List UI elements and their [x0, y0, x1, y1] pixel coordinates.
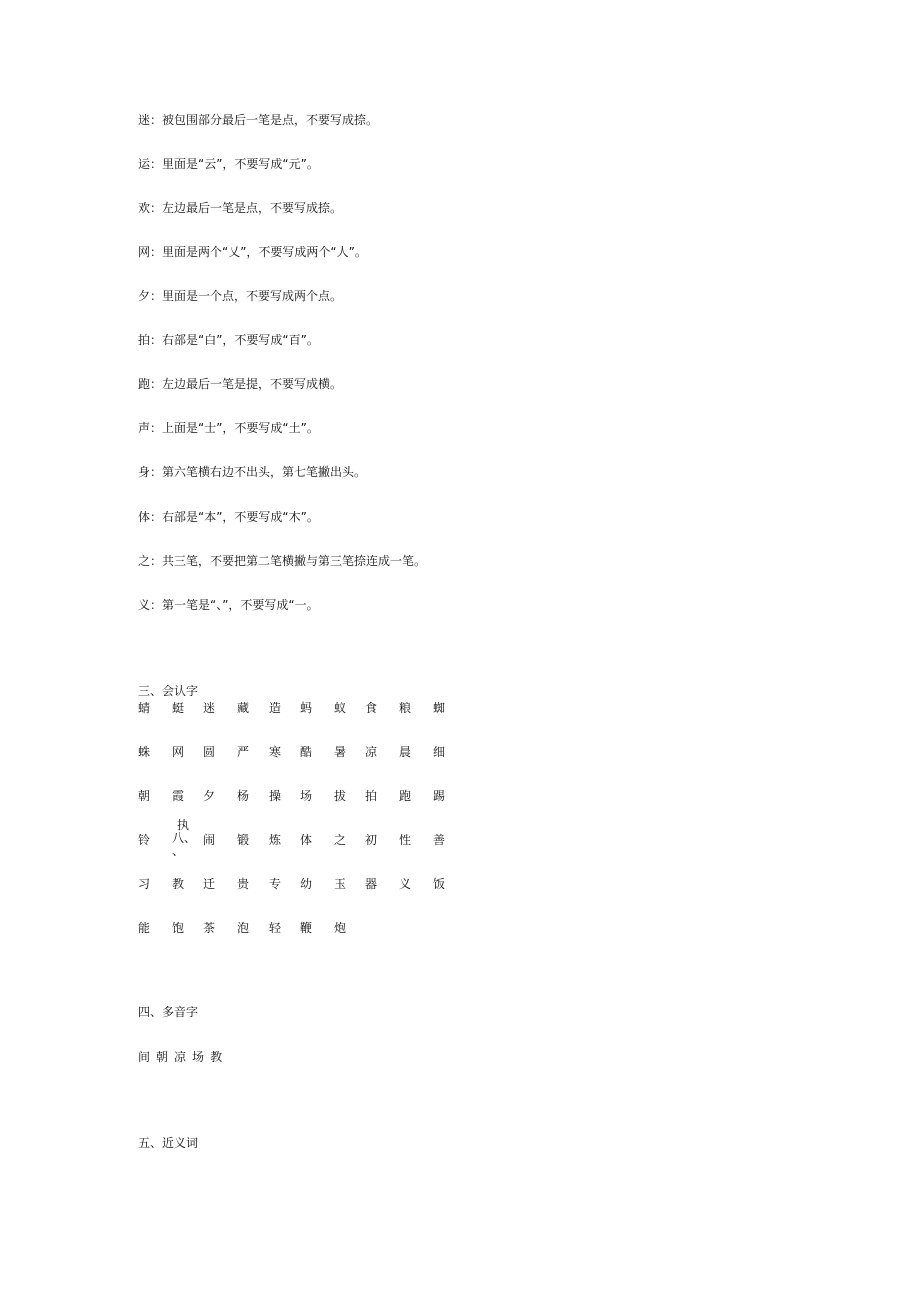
character-cell: 专	[269, 877, 282, 891]
character-cell: 性	[399, 833, 412, 847]
character-cell: 暑	[334, 745, 347, 759]
character-cell: 迁	[203, 877, 216, 891]
character-cell: 拍	[365, 789, 378, 803]
character-cell: 造	[269, 701, 282, 715]
character-cell: 习	[138, 877, 151, 891]
character-cell: 蛛	[138, 745, 151, 759]
character-cell: 食	[365, 701, 378, 715]
character-cell: 细	[433, 745, 446, 759]
recognize-characters-grid	[138, 700, 478, 940]
character-cell: 执 八、 、	[172, 818, 197, 858]
character-cell: 寒	[269, 745, 282, 759]
character-cell: 蜓	[172, 701, 185, 715]
polyphone-char: 间	[138, 1050, 151, 1064]
character-cell: 场	[300, 789, 313, 803]
character-cell: 教	[172, 877, 185, 891]
character-cell: 踢	[433, 789, 446, 803]
character-cell: 酷	[300, 745, 313, 759]
character-cell: 器	[365, 877, 378, 891]
character-cell: 圆	[203, 745, 216, 759]
character-cell: 铃	[138, 833, 151, 847]
note-line: 跑：左边最后一笔是提，不要写成横。	[138, 377, 343, 391]
character-cell: 闹	[203, 833, 216, 847]
note-line: 身：第六笔横右边不出头，第七笔撇出头。	[138, 465, 367, 479]
character-cell: 泡	[237, 921, 250, 935]
section-4-title: 四、多音字	[138, 1005, 199, 1019]
character-cell: 义	[399, 877, 412, 891]
section-5-title: 五、近义词	[138, 1136, 199, 1150]
note-line: 迷：被包围部分最后一笔是点，不要写成捺。	[138, 113, 379, 127]
note-line: 义：第一笔是“、”，不要写成“一。	[138, 598, 319, 612]
section-3-title: 三、会认字	[138, 684, 199, 698]
character-cell: 饱	[172, 921, 185, 935]
polyphone-list	[138, 1049, 228, 1065]
character-cell: 网	[172, 745, 185, 759]
character-cell: 幼	[300, 877, 313, 891]
character-cell: 夕	[203, 789, 216, 803]
character-cell: 蜻	[138, 701, 151, 715]
note-line: 体：右部是“本”，不要写成“木”。	[138, 510, 319, 524]
character-cell: 杨	[237, 789, 250, 803]
character-cell: 霞	[172, 789, 185, 803]
character-cell: 善	[433, 833, 446, 847]
character-cell: 操	[269, 789, 282, 803]
character-cell: 朝	[138, 789, 151, 803]
note-line: 欢：左边最后一笔是点，不要写成捺。	[138, 201, 343, 215]
polyphone-char: 朝	[156, 1050, 169, 1064]
note-line: 之：共三笔，不要把第二笔横撇与第三笔捺连成一笔。	[138, 554, 427, 568]
character-cell: 锻	[237, 833, 250, 847]
character-cell: 炮	[334, 921, 347, 935]
note-line: 拍：右部是“白”，不要写成“百”。	[138, 333, 319, 347]
character-cell: 凉	[365, 745, 378, 759]
character-cell: 蚂	[300, 701, 313, 715]
polyphone-char: 教	[210, 1050, 223, 1064]
note-line: 声：上面是“士”，不要写成“土”。	[138, 421, 319, 435]
character-cell: 蚁	[334, 701, 347, 715]
polyphone-char: 凉	[174, 1050, 187, 1064]
character-cell: 茶	[203, 921, 216, 935]
character-cell: 粮	[399, 701, 412, 715]
character-cell: 拔	[334, 789, 347, 803]
note-line: 运：里面是“云”，不要写成“元”。	[138, 157, 319, 171]
note-line: 网：里面是两个“乂”，不要写成两个“人”。	[138, 245, 367, 259]
character-cell: 晨	[399, 745, 412, 759]
character-cell: 鞭	[300, 921, 313, 935]
character-cell: 轻	[269, 921, 282, 935]
character-cell: 饭	[433, 877, 446, 891]
character-cell: 之	[334, 833, 347, 847]
character-cell: 蜘	[433, 701, 446, 715]
character-cell: 贵	[237, 877, 250, 891]
character-cell: 迷	[203, 701, 216, 715]
character-cell: 初	[365, 833, 378, 847]
character-cell: 玉	[334, 877, 347, 891]
character-cell: 能	[138, 921, 151, 935]
polyphone-char: 场	[192, 1050, 205, 1064]
note-line: 夕：里面是一个点，不要写成两个点。	[138, 289, 343, 303]
character-cell: 严	[237, 745, 250, 759]
character-cell: 跑	[399, 789, 412, 803]
character-cell: 藏	[237, 701, 250, 715]
character-cell: 炼	[269, 833, 282, 847]
character-cell: 体	[300, 833, 313, 847]
